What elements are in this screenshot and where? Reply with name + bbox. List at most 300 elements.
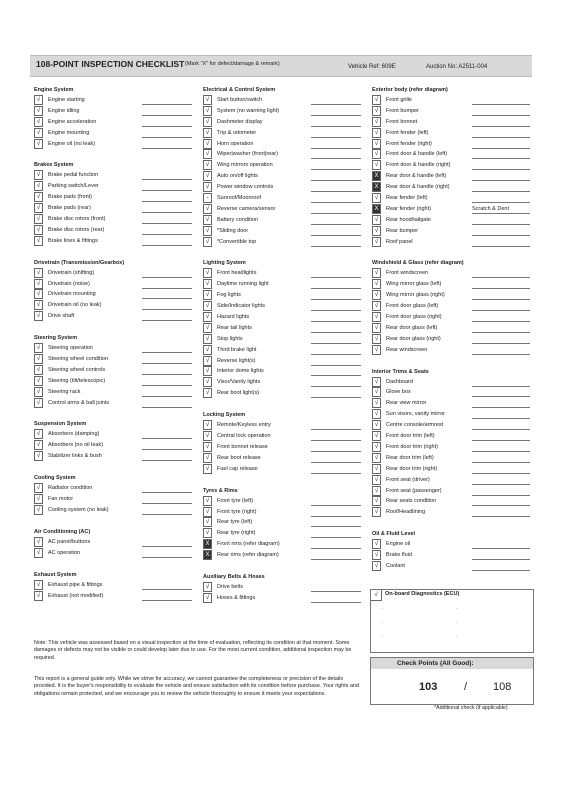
remark-line[interactable] [311,202,361,203]
item-label: *Sliding door [217,227,249,234]
remark-line[interactable] [472,310,530,311]
check-box[interactable]: √ [372,301,381,311]
check-box[interactable]: √ [203,139,212,149]
remark-line[interactable] [472,407,530,408]
diagnostics-checkbox[interactable]: √ [371,590,382,601]
remark-line[interactable] [311,310,361,311]
remark-line[interactable] [311,505,361,506]
item-label: Front door glass (left) [386,303,439,310]
item-label: Rear door trim (left) [386,454,434,461]
remark-line[interactable] [142,201,192,202]
remark-line[interactable] [311,104,361,105]
item-label: Rear door & handle (right) [386,184,450,191]
check-box[interactable]: √ [372,334,381,344]
remark-line[interactable] [311,559,361,560]
remark-line[interactable] [472,354,530,355]
checklist-row [203,366,363,377]
remark-line[interactable] [472,396,530,397]
check-box[interactable]: √ [34,429,43,439]
check-box[interactable]: √ [372,117,381,127]
remark-line[interactable] [311,375,361,376]
section-title: Oil & Fluid Level [372,531,416,538]
checklist-row [203,149,363,160]
remark-line[interactable] [311,299,361,300]
check-box[interactable]: √ [34,279,43,289]
remark-line[interactable] [142,352,192,353]
remark-line[interactable] [472,548,530,549]
check-box[interactable]: √ [372,377,381,387]
checklist-row [34,343,194,354]
check-box[interactable]: √ [372,290,381,300]
remark-line[interactable] [142,460,192,461]
remark-line[interactable] [472,495,530,496]
check-box[interactable]: √ [203,496,212,506]
remark-line[interactable] [311,126,361,127]
remark-line[interactable] [472,169,530,170]
remark-line[interactable] [311,591,361,592]
check-box[interactable]: √ [372,106,381,116]
check-box[interactable]: X [203,539,212,549]
checklist-row [372,431,532,442]
item-label: AC panel/buttons [48,538,91,545]
remark-line[interactable] [311,516,361,517]
check-box[interactable]: √ [372,215,381,225]
check-box[interactable]: X [203,550,212,560]
remark-line[interactable] [472,484,530,485]
remark-line[interactable] [472,343,530,344]
check-box[interactable]: √ [34,214,43,224]
remark-line[interactable] [142,385,192,386]
remark-line[interactable] [472,516,530,517]
remark-line[interactable] [142,600,192,601]
remark-line[interactable] [311,169,361,170]
remark-line[interactable] [142,137,192,138]
check-box[interactable]: √ [34,537,43,547]
checklist-row [203,193,363,204]
column-left [34,82,194,601]
remark-line[interactable] [142,223,192,224]
item-label: Fog lights [217,292,241,299]
item-label: Exhaust (not modified) [48,592,104,599]
remark-line[interactable] [472,559,530,560]
remark-line[interactable] [142,396,192,397]
check-box[interactable]: √ [34,128,43,138]
check-box[interactable]: √ [203,290,212,300]
remark-line[interactable] [311,526,361,527]
remark-line[interactable] [142,104,192,105]
item-label: Stabilizer links & bush [48,453,102,460]
check-box[interactable]: √ [372,149,381,159]
checklist-row [372,279,532,290]
remark-line[interactable] [472,126,530,127]
check-box[interactable]: √ [34,106,43,116]
checklist-row [203,128,363,139]
checklist-row [34,300,194,311]
checklist-row [203,95,363,106]
item-label: Battery condition [217,216,258,223]
checklist-row [203,507,363,518]
item-label: Power window controls [217,184,274,191]
remark-line[interactable] [142,126,192,127]
item-label: Remote/Keyless entry [217,422,271,429]
check-box[interactable]: √ [34,343,43,353]
check-box[interactable]: √ [203,215,212,225]
check-box[interactable]: √ [34,268,43,278]
check-box[interactable]: √ [203,182,212,192]
item-label: Front door trim (right) [386,443,438,450]
remark-line[interactable] [472,137,530,138]
checklist-row [203,517,363,528]
checklist-row [34,505,194,516]
item-label: Rear fender (left) [386,195,428,202]
check-box[interactable]: √ [34,398,43,408]
check-box[interactable]: √ [372,160,381,170]
checkpoints-title: Check Points (All Good): [371,658,533,669]
remark-line[interactable] [142,190,192,191]
check-box[interactable]: √ [372,268,381,278]
checklist-row [34,203,194,214]
remark-line[interactable] [311,191,361,192]
check-box[interactable]: √ [203,301,212,311]
check-box[interactable]: √ [203,431,212,441]
item-label: Wiper|washer (front|rear) [217,151,278,158]
checklist-row [372,226,532,237]
check-box[interactable]: √ [34,387,43,397]
checklist-row [34,398,194,409]
check-box[interactable]: √ [34,451,43,461]
remark-line[interactable] [142,589,192,590]
checklist-row [203,204,363,215]
remark-line[interactable] [472,202,530,203]
check-box[interactable]: √ [372,279,381,289]
check-box[interactable]: √ [372,475,381,485]
check-box[interactable]: √ [34,139,43,149]
remark-line[interactable] [472,180,530,181]
check-box[interactable]: √ [203,279,212,289]
remark-line[interactable] [142,179,192,180]
check-box[interactable]: √ [372,237,381,247]
remark-line[interactable] [472,473,530,474]
remark-line[interactable] [311,354,361,355]
check-box[interactable]: √ [203,420,212,430]
check-box[interactable]: √ [372,398,381,408]
remark-line[interactable] [142,212,192,213]
checklist-header [30,55,532,77]
remark-line[interactable] [142,514,192,515]
remark-line[interactable] [311,332,361,333]
remark-line[interactable] [142,374,192,375]
checklist-row [34,354,194,365]
remark-line[interactable] [311,386,361,387]
check-box[interactable]: √ [203,464,212,474]
remark-line[interactable] [311,473,361,474]
checklist-row [34,311,194,322]
check-box[interactable]: √ [34,300,43,310]
auction-number: Auction No: A2511-004 [426,64,488,70]
remark-line[interactable] [311,321,361,322]
checklist-row [34,225,194,236]
item-label: Hoses & fittings [217,594,256,601]
remark-line[interactable] [311,213,361,214]
remark-line[interactable] [142,234,192,235]
checklist-row [203,160,363,171]
section-title: Drivetrain (Transmission/Gearbox) [34,259,125,266]
check-box[interactable]: √ [372,139,381,149]
check-box[interactable]: √ [203,507,212,517]
remark-line[interactable] [142,407,192,408]
check-box[interactable]: √ [203,366,212,376]
remark-line[interactable] [142,245,192,246]
checklist-row [372,442,532,453]
section-title: Interior Trims & Seats [372,368,429,375]
check-box[interactable]: √ [34,494,43,504]
check-box[interactable]: √ [34,117,43,127]
checklist-row [372,117,532,128]
remark-line[interactable] [142,363,192,364]
remark-line[interactable] [142,298,192,299]
item-label: Engine oil (no leak) [48,140,96,147]
check-box[interactable]: √ [34,311,43,321]
check-box[interactable]: √ [34,591,43,601]
check-box[interactable]: √ [34,440,43,450]
item-label: Glove box [386,389,411,396]
check-box[interactable]: √ [203,528,212,538]
remark-line[interactable] [472,158,530,159]
check-box[interactable]: √ [203,171,212,181]
check-box[interactable]: √ [372,193,381,203]
remark-line[interactable] [311,397,361,398]
check-box[interactable]: √ [372,453,381,463]
check-box[interactable]: √ [34,376,43,386]
check-box[interactable]: √ [34,505,43,515]
column-middle [203,82,363,604]
check-box[interactable]: √ [203,582,212,592]
remark-line[interactable] [472,462,530,463]
check-box[interactable]: √ [203,204,212,214]
check-box[interactable]: √ [203,517,212,527]
check-box[interactable]: √ [203,442,212,452]
check-box[interactable]: √ [203,226,212,236]
checklist-row [203,464,363,475]
check-box[interactable]: - [203,193,212,203]
remark-line[interactable] [472,386,530,387]
check-box[interactable]: √ [372,128,381,138]
checklist-row [372,453,532,464]
check-box[interactable]: √ [34,225,43,235]
remark-line[interactable] [472,148,530,149]
section-title: Locking System [203,412,246,419]
remark-line[interactable] [142,277,192,278]
checklist-row [203,496,363,507]
check-box[interactable]: √ [34,483,43,493]
check-box[interactable]: √ [372,226,381,236]
check-box[interactable]: √ [34,170,43,180]
remark-line[interactable] [311,451,361,452]
check-box[interactable]: √ [203,312,212,322]
remark-line[interactable] [311,224,361,225]
item-label: Rear door & handle (left) [386,173,447,180]
item-label: Interior dome lights [217,368,264,375]
checklist-row [372,106,532,117]
remark-line[interactable] [311,137,361,138]
check-box[interactable]: √ [372,345,381,355]
remark-line[interactable] [142,288,192,289]
item-label: Side/Indicator lights [217,303,265,310]
remark-line[interactable] [142,115,192,116]
check-box[interactable]: √ [203,593,212,603]
remark-line[interactable] [472,451,530,452]
check-box[interactable]: √ [372,323,381,333]
check-box[interactable]: √ [203,95,212,105]
remark-line[interactable] [472,246,530,247]
remark-line[interactable] [472,235,530,236]
check-box[interactable]: √ [203,237,212,247]
remark-line[interactable] [311,365,361,366]
remark-line[interactable] [142,449,192,450]
item-label: Engine mounting [48,129,90,136]
remark-line[interactable] [311,277,361,278]
remark-line[interactable] [142,546,192,547]
check-box[interactable]: X [372,204,381,214]
remark-line[interactable] [311,548,361,549]
check-box[interactable]: √ [203,106,212,116]
check-box[interactable]: √ [203,388,212,398]
remark-line[interactable] [311,246,361,247]
check-box[interactable]: √ [34,365,43,375]
check-box[interactable]: √ [372,550,381,560]
item-label: Steering wheel controls [48,366,106,373]
check-box[interactable]: √ [203,377,212,387]
check-box[interactable]: √ [372,442,381,452]
check-box[interactable]: X [372,171,381,181]
check-box[interactable]: √ [372,507,381,517]
remark-line[interactable] [311,148,361,149]
remark-line[interactable] [472,288,530,289]
remark-line[interactable] [472,440,530,441]
checklist-row [34,279,194,290]
remark-line[interactable] [472,505,530,506]
check-box[interactable]: √ [203,128,212,138]
remark-line[interactable] [311,115,361,116]
remark-line[interactable] [311,343,361,344]
check-box[interactable]: √ [203,345,212,355]
remark-line[interactable] [472,429,530,430]
checklist-row [203,377,363,388]
remark-line[interactable] [472,321,530,322]
check-box[interactable]: √ [203,160,212,170]
remark-line[interactable] [472,224,530,225]
remark-line[interactable] [142,438,192,439]
remark-line[interactable] [311,235,361,236]
checklist-row [372,237,532,248]
check-box[interactable]: √ [372,431,381,441]
check-box[interactable]: √ [34,548,43,558]
check-box[interactable]: X [372,182,381,192]
remark-line[interactable] [472,332,530,333]
remark-line[interactable] [311,462,361,463]
section-title: Steering System [34,335,78,342]
check-box[interactable]: √ [372,464,381,474]
remark-line[interactable] [311,158,361,159]
check-box[interactable]: √ [203,453,212,463]
check-box[interactable]: √ [203,149,212,159]
item-label: Wing mirrors operation [217,162,273,169]
remark-line[interactable] [472,191,530,192]
item-label: Front headlights [217,270,257,277]
remark-line[interactable] [311,180,361,181]
remark-line[interactable] [311,602,361,603]
checklist-row [372,215,532,226]
remark-line[interactable] [142,557,192,558]
remark-line[interactable] [472,418,530,419]
check-box[interactable]: √ [372,387,381,397]
remark-line[interactable] [142,320,192,321]
check-box[interactable]: √ [372,561,381,571]
checklist-row [372,312,532,323]
check-box[interactable]: √ [372,496,381,506]
check-box[interactable]: √ [34,203,43,213]
section-title: Lighting System [203,260,246,267]
remark-line[interactable] [472,115,530,116]
remark-line[interactable] [472,277,530,278]
check-box[interactable]: √ [372,486,381,496]
checklist-row [203,593,363,604]
check-box[interactable]: √ [372,409,381,419]
item-label: Front bumper [386,107,420,114]
check-box[interactable]: √ [34,192,43,202]
remark-line[interactable] [311,288,361,289]
item-label: Auto on/off lights [217,173,258,180]
remark-line[interactable] [311,537,361,538]
remark-line[interactable] [142,148,192,149]
section-title: Engine System [34,87,74,93]
remark-line[interactable] [311,440,361,441]
check-box[interactable]: √ [34,289,43,299]
remark-line[interactable] [142,309,192,310]
remark-line[interactable] [472,104,530,105]
check-box[interactable]: √ [203,334,212,344]
checklist-row [372,204,532,215]
check-box[interactable]: √ [372,312,381,322]
check-box[interactable]: √ [34,236,43,246]
check-box[interactable]: √ [372,95,381,105]
check-box[interactable]: √ [34,95,43,105]
section-title: Brakes System [34,162,74,169]
check-box[interactable]: √ [34,354,43,364]
checklist-row [372,486,532,497]
remark-line[interactable] [472,299,530,300]
remark-line[interactable] [311,429,361,430]
item-label: Cooling system (no leak) [48,506,109,513]
check-box[interactable]: √ [372,420,381,430]
check-box[interactable]: √ [203,323,212,333]
remark-line[interactable] [142,492,192,493]
check-box[interactable]: √ [34,580,43,590]
check-box[interactable]: √ [203,356,212,366]
check-box[interactable]: √ [203,117,212,127]
checklist-row [34,591,194,602]
check-box[interactable]: √ [203,268,212,278]
item-label: Brake fluid [386,552,412,559]
column-right [372,82,532,572]
remark-line[interactable] [142,503,192,504]
check-box[interactable]: √ [372,539,381,549]
item-label: Front seat (driver) [386,476,430,483]
remark-line[interactable] [472,570,530,571]
item-label: Wing mirror glass (left) [386,281,442,288]
item-label: Central lock operation [217,433,271,440]
check-box[interactable]: √ [34,181,43,191]
